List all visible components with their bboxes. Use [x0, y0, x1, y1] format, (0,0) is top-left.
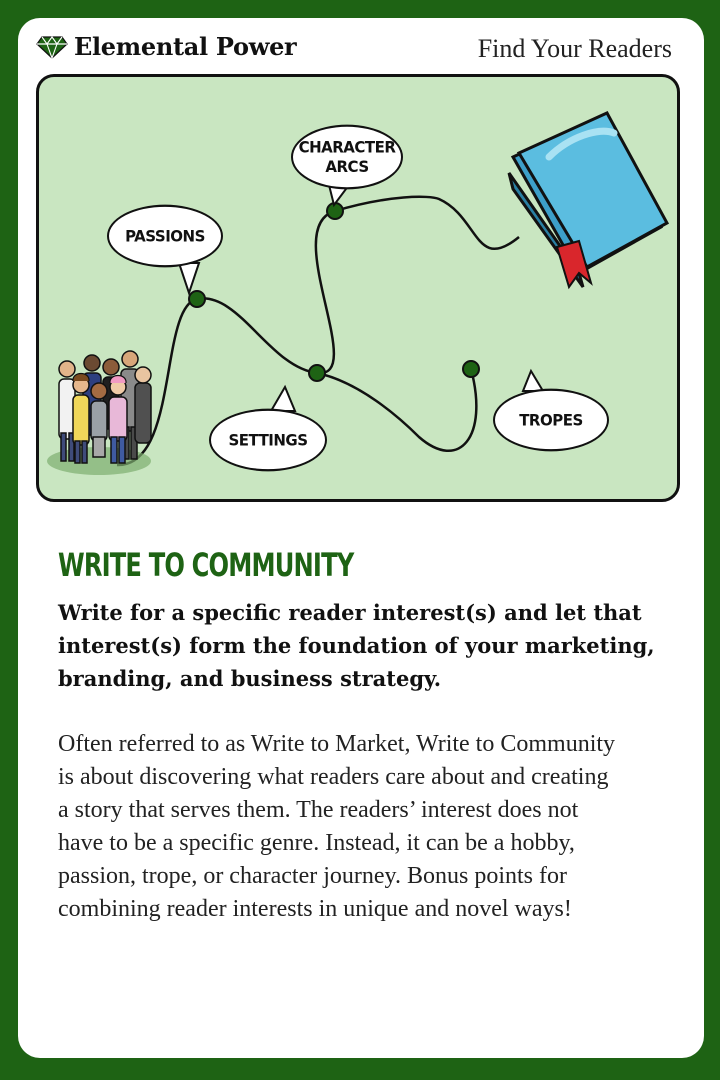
path-node [463, 361, 479, 377]
bubble-character-arcs-label: CHARACTER ARCS [298, 137, 396, 177]
brand-name: Elemental Power [74, 32, 297, 61]
bubble-settings-label: SETTINGS [228, 430, 308, 450]
book-icon [509, 113, 667, 287]
bubble-passions-label: PASSIONS [125, 226, 205, 246]
page-title: WRITE TO COMMUNITY [58, 546, 354, 584]
body-text: Often referred to as Write to Market, Write to Community is about discovering what readers care about and creating a story that serves them. The readers’ interest does not have to be a specific genre. Instead, it can be a hobby, passion, trope, or character journey. Bonus points for combining reader interests in unique and novel ways! [58, 731, 616, 922]
people-group-icon [47, 351, 151, 475]
path-node [189, 291, 205, 307]
header [18, 18, 704, 82]
illustration [36, 74, 680, 502]
path-node [327, 203, 343, 219]
path-node [309, 365, 325, 381]
gem-icon [36, 35, 68, 59]
card [18, 18, 704, 1058]
bubble-passions [107, 205, 223, 268]
bubble-tropes-label: TROPES [519, 410, 583, 430]
bubble-tropes [493, 389, 609, 452]
lead-text: Write for a specific reader interest(s) and let that interest(s) form the foundation of your marketing, branding, and business strategy. [58, 600, 655, 691]
section-label: Find Your Readers [477, 34, 672, 63]
bubble-character-arcs [291, 125, 403, 190]
bubble-settings [209, 409, 327, 472]
brand [36, 32, 296, 61]
